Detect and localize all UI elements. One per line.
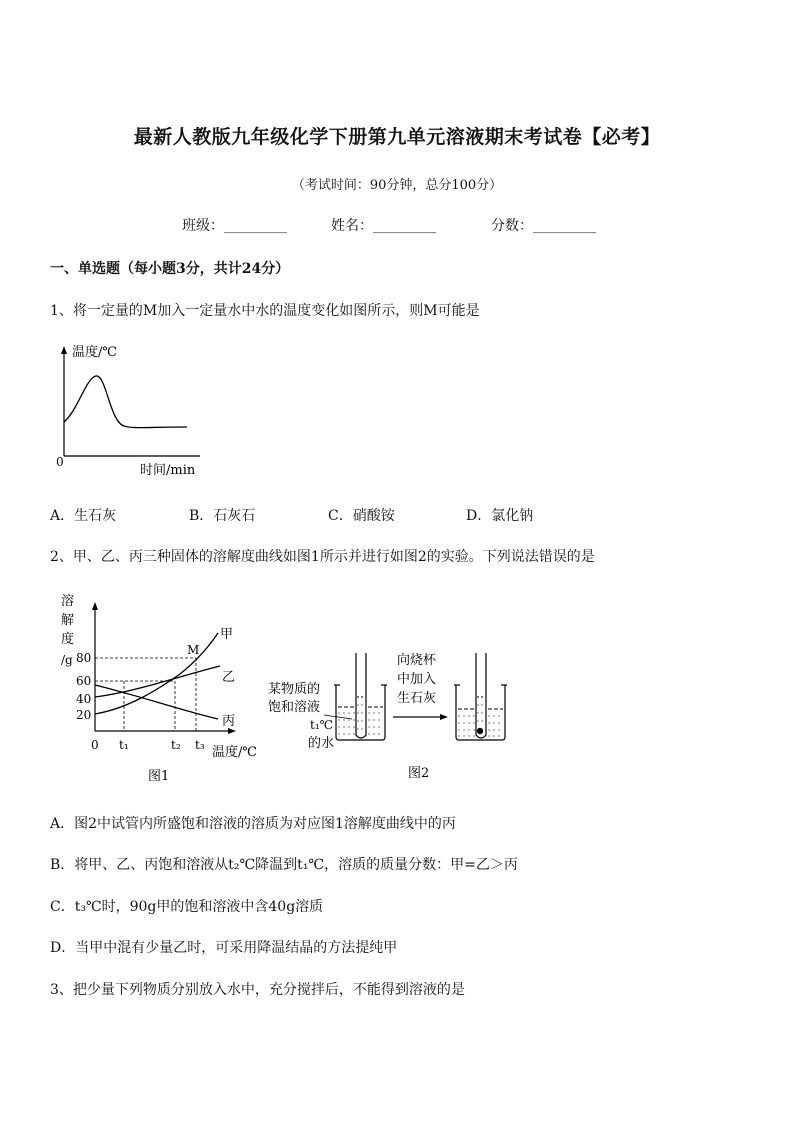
fig2-experiment-diagram: [262, 645, 532, 790]
q1-x-label: 时间/min: [140, 463, 196, 478]
fig1-ylabel-2: 解: [61, 613, 75, 628]
fig1-curve-yi: [95, 666, 220, 697]
q2-option-c: C．t₃℃时，90g甲的饱和溶液中含40g溶质: [50, 899, 324, 915]
fig2-test-tube-left: [356, 653, 366, 738]
fig2-arrow-label-1: 向烧杯: [397, 653, 437, 668]
q1-option-d: D．氯化钠: [466, 508, 534, 524]
fig1-ylabel-3: 度: [61, 632, 75, 647]
fig1-ytick-40: 40: [76, 692, 92, 706]
fig1-ytick-60: 60: [76, 674, 92, 688]
page-title: 最新人教版九年级化学下册第九单元溶液期末考试卷【必考】: [133, 126, 661, 148]
question-3-stem: 3、把少量下列物质分别放入水中，充分搅拌后，不能得到溶液的是: [50, 982, 465, 998]
fig1-x-label: 温度/℃: [212, 745, 257, 760]
q2-option-d: D．当甲中混有少量乙时，可采用降温结晶的方法提纯甲: [50, 940, 398, 956]
question-2-stem: 2、甲、乙、丙三种固体的溶解度曲线如图1所示并进行如图2的实验。下列说法错误的是: [50, 549, 595, 565]
class-field: 班级：_________: [182, 218, 287, 234]
fig1-xtick-t3: t₃: [195, 738, 205, 752]
fig1-ytick-20: 20: [76, 708, 92, 722]
q1-option-a: A．生石灰: [50, 508, 117, 524]
fig2-left-label-2: 饱和溶液: [268, 700, 321, 715]
fig1-ylabel-4: /g: [61, 653, 73, 667]
q1-temperature-graph: [50, 338, 210, 483]
section-heading: 一、单选题（每小题3分，共计24分）: [50, 261, 290, 277]
question-1-stem: 1、将一定量的M加入一定量水中水的温度变化如图所示，则M可能是: [50, 303, 480, 319]
fig2-water-label-1: t₁℃: [310, 718, 334, 732]
q2-option-b: B．将甲、乙、丙饱和溶液从t₂℃降温到t₁℃，溶质的质量分数：甲=乙＞丙: [50, 857, 518, 873]
fig2-precipitate: [477, 728, 483, 734]
q1-option-b: B．石灰石: [189, 508, 256, 524]
fig1-label-jia: 甲: [220, 627, 234, 642]
fig1-caption: 图1: [148, 769, 170, 784]
q1-y-label: 温度/℃: [72, 345, 117, 360]
fig1-ytick-80: 80: [76, 651, 92, 665]
score-field: 分数：_________: [491, 218, 596, 234]
fig1-point-m: M: [187, 643, 200, 657]
q1-origin-label: 0: [56, 455, 64, 469]
q1-temperature-curve: [64, 376, 187, 428]
q1-option-c: C．硝酸铵: [328, 508, 395, 524]
fig1-y-arrow: [92, 602, 98, 610]
fig1-label-bing: 丙: [222, 714, 236, 729]
q1-y-arrow: [61, 346, 67, 354]
fig1-xtick-t1: t₁: [119, 738, 129, 752]
fig2-arrow-head: [440, 714, 448, 720]
fig2-arrow-label-3: 生石灰: [397, 691, 437, 706]
fig1-xtick-t2: t₂: [171, 738, 181, 752]
q2-option-a: A．图2中试管内所盛饱和溶液的溶质为对应图1溶解度曲线中的丙: [50, 816, 456, 832]
fig1-xtick-0: 0: [91, 738, 99, 752]
fig1-label-yi: 乙: [222, 670, 236, 685]
fig1-solubility-chart: [50, 588, 265, 788]
exam-info-subtitle: （考试时间：90分钟，总分100分）: [291, 178, 503, 193]
fig2-caption: 图2: [408, 766, 430, 781]
fig2-arrow-label-2: 中加入: [397, 672, 437, 687]
name-field: 姓名：_________: [331, 218, 436, 234]
fig2-water-label-2: 的水: [308, 736, 335, 751]
fig2-left-label-1: 某物质的: [268, 682, 321, 697]
fig2-test-tube-right: [476, 653, 486, 738]
fig1-ylabel-1: 溶: [61, 594, 75, 609]
